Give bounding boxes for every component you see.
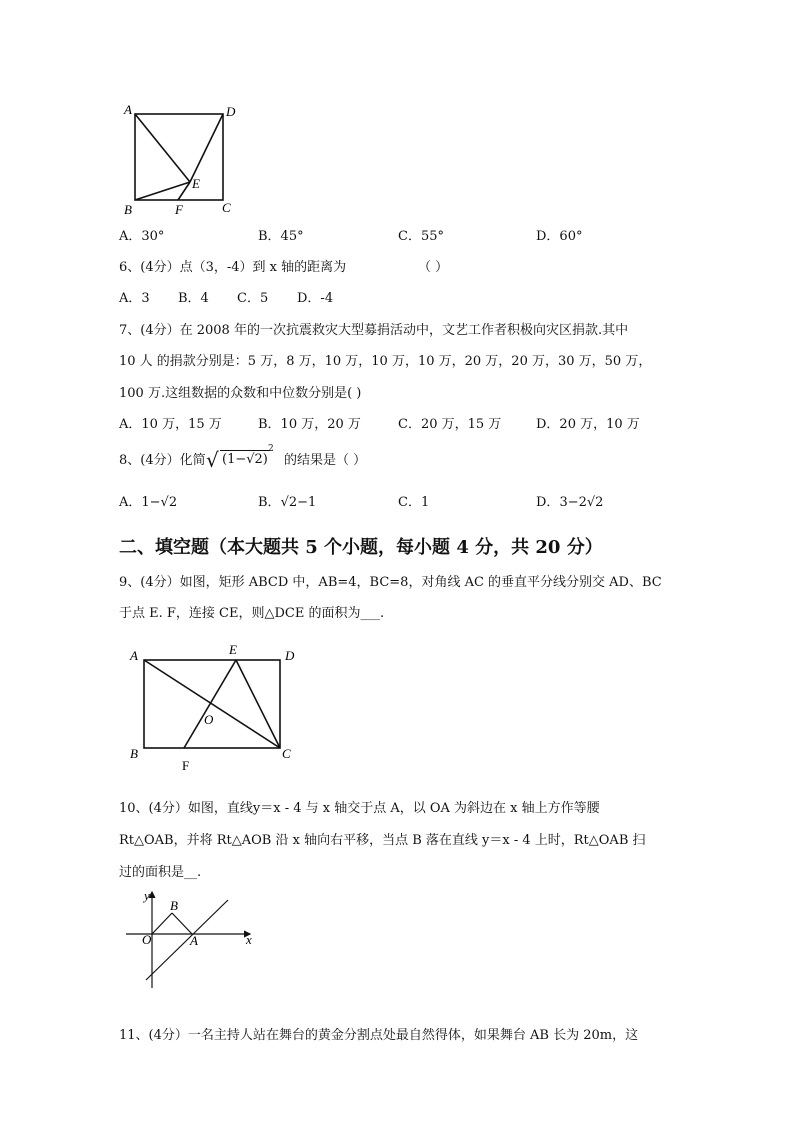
label-F: F	[175, 202, 183, 217]
q5-option-a: A．30°	[119, 229, 165, 244]
q6-option-a: A．3	[119, 291, 150, 306]
q7-line1: 7、(4分）在 2008 年的一次抗震救灾大型募捐活动中，文艺工作者积极向灾区捐款.其中	[119, 323, 629, 338]
q5-option-c: C．55°	[398, 229, 444, 244]
q8-suffix: 的结果是（ ）	[284, 453, 367, 468]
q10-line2: Rt△OAB，并将 Rt△AOB 沿 x 轴向右平移，当点 B 落在直线 y＝x - 4 上时，Rt△OAB 扫	[119, 833, 646, 848]
label-C: C	[222, 200, 231, 215]
label-y: y	[144, 888, 150, 903]
q8-option-b-value: √2−1	[280, 495, 317, 510]
label-A: A	[190, 933, 198, 948]
q8-option-d-label: D．	[536, 495, 560, 510]
q8-radicand	[220, 450, 270, 469]
square-figure	[118, 100, 248, 220]
q8-radicand-text: (1−√2)	[222, 452, 268, 467]
label-O: O	[142, 932, 152, 947]
label-B: B	[170, 898, 178, 913]
q8-option-a-value: 1−√2	[141, 495, 178, 510]
radical-sign-icon: √	[206, 448, 219, 472]
label-x: x	[246, 932, 252, 947]
q7-option-d: D．20 万，10 万	[536, 417, 640, 432]
q6-option-d: D．-4	[297, 291, 334, 306]
q7-line2: 10 人 的捐款分别是：5 万，8 万，10 万，10 万，10 万，20 万，20 万，30 万，50 万，	[119, 354, 652, 369]
q8-option-d-value: 3−2√2	[559, 495, 604, 510]
q8-option-b	[258, 494, 316, 512]
q8-option-b-label: B．	[258, 495, 281, 510]
label-C: C	[282, 746, 291, 761]
label-O: O	[204, 712, 214, 727]
q8-prefix: 8、(4分）化简	[119, 453, 206, 468]
q6-option-b: B．4	[178, 291, 209, 306]
q7-option-c: C．20 万，15 万	[398, 417, 502, 432]
q5-option-b: B．45°	[258, 229, 304, 244]
q9-line2: 于点 E. F，连接 CE，则△DCE 的面积为___.	[119, 606, 385, 621]
q7-line3: 100 万.这组数据的众数和中位数分别是( )	[119, 386, 362, 401]
q5-option-d: D．60°	[536, 229, 583, 244]
section-heading: 二、填空题（本大题共 5 个小题，每小题 4 分，共 20 分）	[119, 537, 603, 558]
q10-line1: 10、(4分）如图，直线y＝x - 4 与 x 轴交于点 A，以 OA 为斜边在 x 轴上方作等腰	[119, 801, 600, 816]
q8-option-c: C．1	[398, 495, 430, 510]
label-A: A	[130, 648, 138, 663]
q8-option-d	[536, 494, 603, 512]
q10-line3: 过的面积是__.	[119, 865, 202, 880]
q11-line1: 11、(4分）一名主持人站在舞台的黄金分割点处最自然得体，如果舞台 AB 长为 20m，这	[119, 1028, 639, 1043]
q6-stem: 6、(4分）点（3，-4）到 x 轴的距离为	[119, 260, 347, 275]
q6-paren: （ ）	[418, 260, 449, 275]
label-B: B	[124, 202, 132, 217]
rectangle-figure	[120, 640, 310, 775]
label-E: E	[229, 642, 237, 657]
label-A: A	[124, 102, 132, 117]
label-F: F	[182, 758, 190, 773]
q8-exponent: 2	[268, 444, 274, 454]
label-E: E	[192, 176, 200, 191]
q6-option-c: C．5	[237, 291, 269, 306]
label-D: D	[285, 648, 295, 663]
q7-option-b: B．10 万，20 万	[258, 417, 361, 432]
q9-line1: 9、(4分）如图，矩形 ABCD 中，AB=4，BC=8，对角线 AC 的垂直平分线分别交 AD、BC	[119, 575, 662, 590]
label-B: B	[130, 746, 138, 761]
q8-option-a-label: A．	[119, 495, 142, 510]
label-D: D	[226, 104, 236, 119]
coordinate-figure	[122, 888, 262, 990]
q8-option-a	[119, 494, 177, 512]
q7-option-a: A．10 万，15 万	[119, 417, 222, 432]
